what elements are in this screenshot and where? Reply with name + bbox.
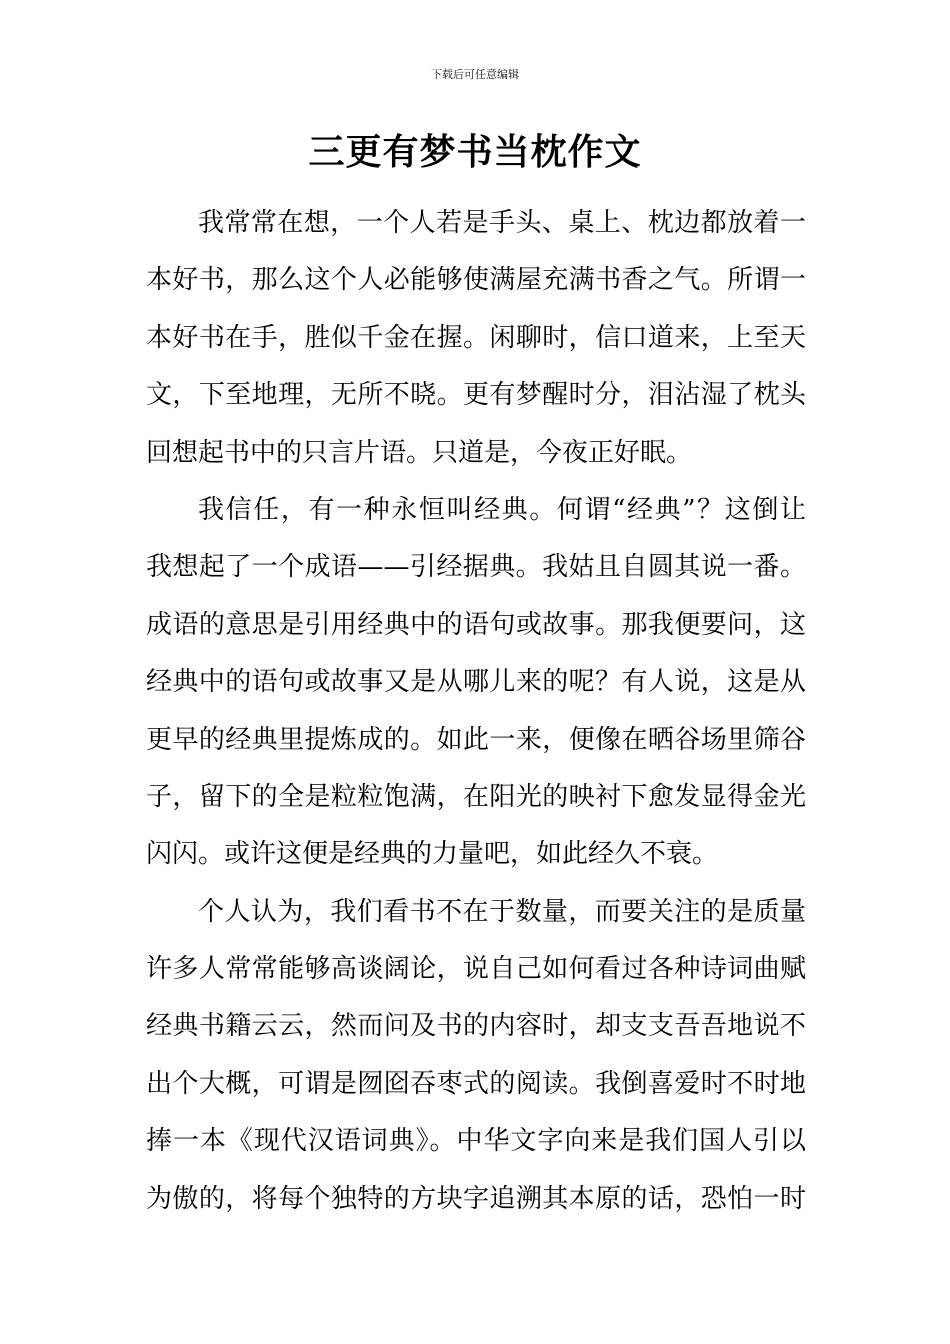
paragraph-1 [146, 195, 806, 482]
text-line: 本好书在手，胜似千金在握。闲聊时，信口道来，上至天 [146, 322, 806, 353]
text-line: 经典书籍云云，然而问及书的内容时，却支支吾吾地说不 [146, 1011, 806, 1042]
text-line: 出个大概，可谓是囫囵吞枣式的阅读。我倒喜爱时不时地 [146, 1068, 806, 1099]
text-line: 我信任，有一种永恒叫经典。何谓“经典”？这倒让 [198, 494, 806, 525]
text-line: 回想起书中的只言片语。只道是，今夜正好眠。 [146, 437, 693, 468]
paragraph-3 [146, 884, 806, 1228]
text-line: 更早的经典里提炼成的。如此一来，便像在晒谷场里筛谷 [146, 724, 806, 755]
page-header-note: 下载后可任意编辑 [431, 68, 519, 81]
text-line: 许多人常常能够高谈阔论，说自己如何看过各种诗词曲赋 [146, 954, 806, 985]
text-line: 本好书，那么这个人必能够使满屋充满书香之气。所谓一 [146, 265, 806, 296]
text-line: 闪闪。或许这便是经典的力量吧，如此经久不衰。 [146, 839, 719, 870]
document-title: 三更有梦书当枕作文 [308, 132, 642, 173]
text-line: 我想起了一个成语——引经据典。我姑且自圆其说一番。 [146, 552, 806, 583]
document-body [146, 195, 806, 1228]
paragraph-2 [146, 482, 806, 884]
text-line: 我常常在想，一个人若是手头、桌上、枕边都放着一 [198, 208, 806, 238]
text-line: 经典中的语句或故事又是从哪儿来的呢？有人说，这是从 [146, 667, 806, 698]
text-line: 个人认为，我们看书不在于数量，而要关注的是质量 [198, 896, 806, 927]
text-line: 为傲的，将每个独特的方块字追溯其本原的话，恐怕一时 [146, 1183, 806, 1214]
text-line: 文，下至地理，无所不晓。更有梦醒时分，泪沾湿了枕头 [146, 380, 806, 411]
text-line: 捧一本《现代汉语词典》。中华文字向来是我们国人引以 [146, 1126, 806, 1157]
text-line: 子，留下的全是粒粒饱满，在阳光的映衬下愈发显得金光 [146, 781, 806, 812]
text-line: 成语的意思是引用经典中的语句或故事。那我便要问，这 [146, 609, 806, 640]
